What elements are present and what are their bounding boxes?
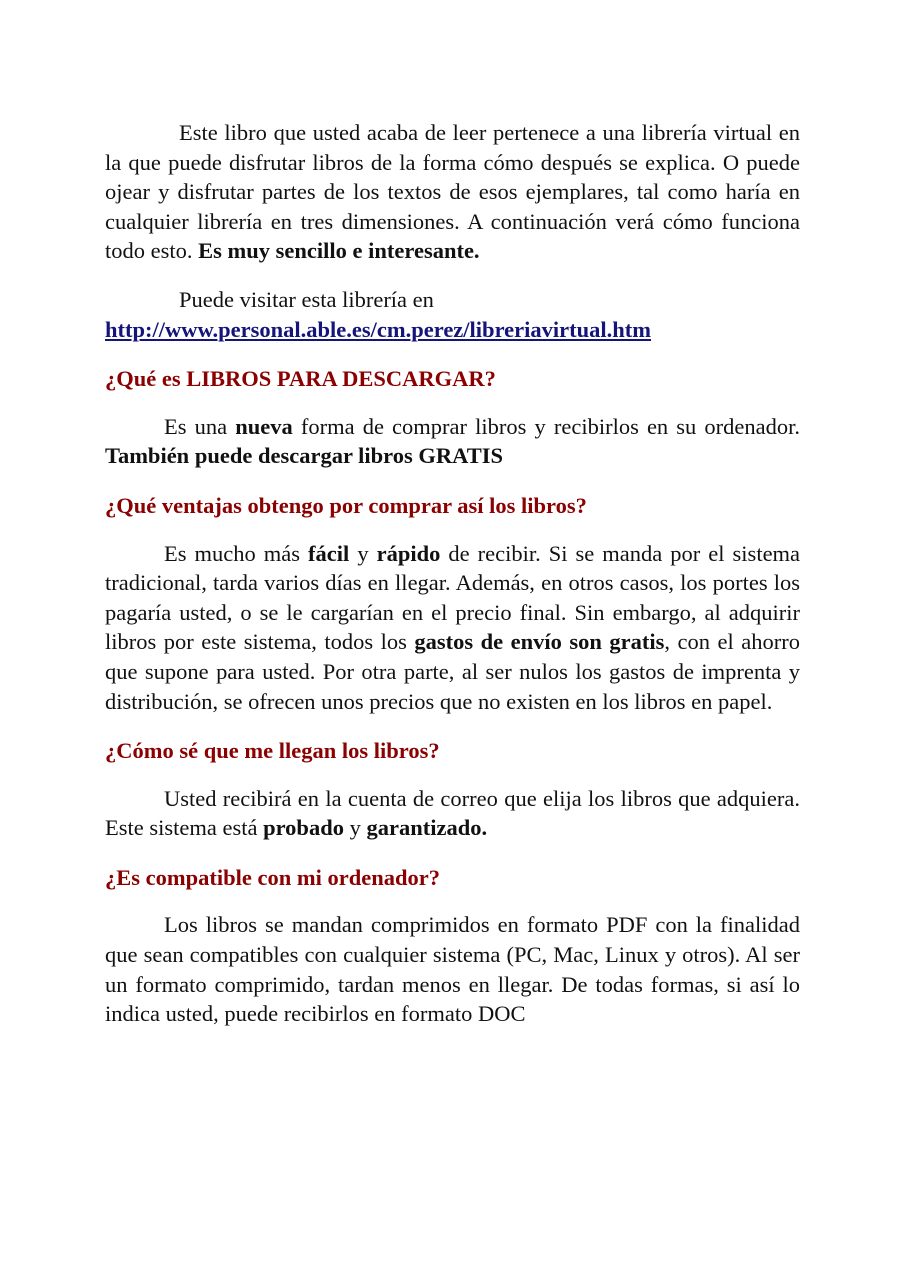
text-run: y [357,540,369,566]
section-paragraph-compatibility [105,910,800,1028]
text-run: de recibir. Si se manda por el sistema tradicional, tarda varios días en llegar. Además, en otros casos, los portes los pagaría usted, o se le cargarían en el precio final. Sin embargo, al adquirir libros por este sistema, todos los [105,540,801,655]
text-run: , con el ahorro que supone para usted. Por otra parte, al ser nulos los gastos de imprenta y distribución, se ofrecen unos precios que no existen en los libros en papel. [105,629,801,714]
text-run: Es mucho más [164,540,301,566]
section-heading-compatibility: ¿Es compatible con mi ordenador? [105,864,440,890]
intro-bold-text: Es muy sencillo e interesante. [198,238,480,264]
bold-run: rápido [376,540,441,566]
bold-run: También puede descargar libros GRATIS [105,443,503,469]
section-paragraph-what-is [105,412,800,471]
text-run: Los libros se mandan comprimidos en formato PDF con la finalidad que sean compatibles con cualquier sistema (PC, Mac, Linux y otros). Al ser un formato comprimido, tardan menos en llegar. De todas formas, si así lo indica usted, puede recibirlos en formato DOC [105,912,800,1027]
intro-text: Este libro que usted acaba de leer pertenece a una librería virtual en la que puede disfrutar libros de la forma cómo después se explica. O puede ojear y disfrutar partes de los textos de esos ejemplares, tal como haría en cualquier librería en tres dimensiones. A continuación verá cómo funciona todo esto. [105,120,800,264]
text-run: y [349,815,361,841]
bold-run: garantizado. [366,815,488,841]
text-run: Usted recibirá en la cuenta de correo que elija los libros que adquiera. Este sistema está [105,785,800,841]
library-url-link[interactable]: http://www.personal.able.es/cm.perez/libreriavirtual.htm [105,316,651,342]
visit-text: Puede visitar esta librería en [179,286,434,312]
section-paragraph-advantages [105,539,800,717]
intro-paragraph [105,118,800,266]
section-heading-delivery: ¿Cómo sé que me llegan los libros? [105,738,440,764]
bold-run: probado [263,815,344,841]
section-heading-what-is: ¿Qué es LIBROS PARA DESCARGAR? [105,366,496,392]
bold-run: nueva [235,413,293,439]
document-page [105,118,800,1029]
visit-paragraph [105,285,800,344]
bold-run: gastos de envío son gratis [414,629,665,655]
section-heading-advantages: ¿Qué ventajas obtengo por comprar así los libros? [105,492,587,518]
bold-run: fácil [308,540,350,566]
text-run: forma de comprar libros y recibirlos en su ordenador. [300,413,801,439]
text-run: Es una [164,413,228,439]
section-paragraph-delivery [105,784,800,843]
